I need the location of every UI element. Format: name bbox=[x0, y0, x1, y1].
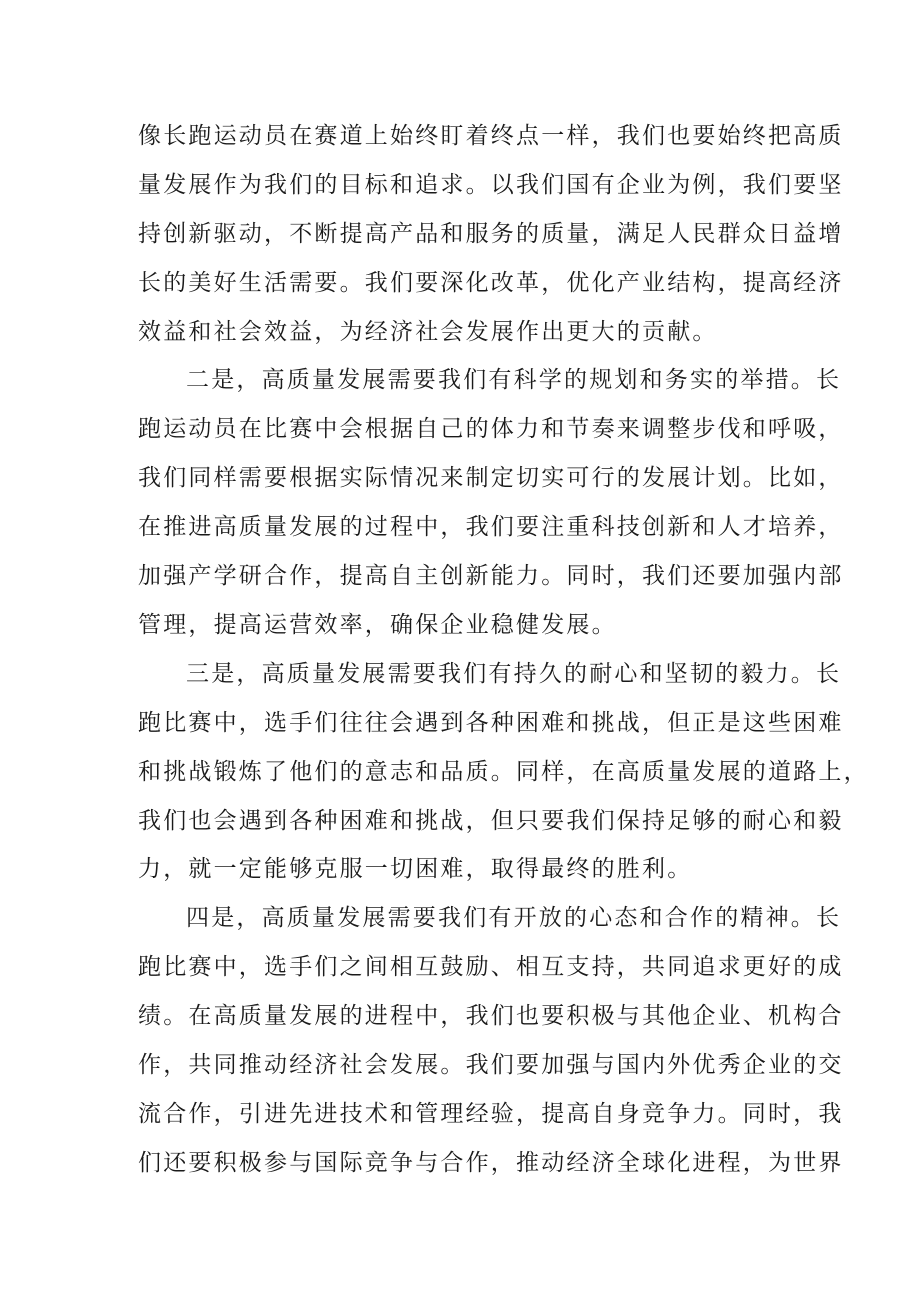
text-line: 和挑战锻炼了他们的意志和品质。同样，在高质量发展的道路上， bbox=[138, 759, 869, 785]
text-line: 加强产学研合作，提高自主创新能力。同时，我们还要加强内部 bbox=[138, 563, 844, 589]
text-line: 持创新驱动，不断提高产品和服务的质量，满足人民群众日益增 bbox=[138, 221, 844, 247]
text-line: 长的美好生活需要。我们要深化改革，优化产业结构，提高经济 bbox=[138, 270, 844, 296]
text-line: 我们同样需要根据实际情况来制定切实可行的发展计划。比如， bbox=[138, 465, 844, 491]
text-line: 跑比赛中，选手们往往会遇到各种困难和挑战，但正是这些困难 bbox=[138, 710, 844, 736]
text-line: 跑比赛中，选手们之间相互鼓励、相互支持，共同追求更好的成 bbox=[138, 954, 844, 980]
text-line: 跑运动员在比赛中会根据自己的体力和节奏来调整步伐和呼吸， bbox=[138, 416, 844, 442]
text-line: 在推进高质量发展的过程中，我们要注重科技创新和人才培养， bbox=[138, 514, 844, 540]
text-line: 流合作，引进先进技术和管理经验，提高自身竞争力。同时，我 bbox=[138, 1101, 844, 1127]
text-line: 量发展作为我们的目标和追求。以我们国有企业为例，我们要坚 bbox=[138, 172, 844, 198]
text-line: 我们也会遇到各种困难和挑战，但只要我们保持足够的耐心和毅 bbox=[138, 808, 844, 834]
text-line: 们还要积极参与国际竞争与合作，推动经济全球化进程，为世界 bbox=[138, 1150, 844, 1176]
text-line: 绩。在高质量发展的进程中，我们也要积极与其他企业、机构合 bbox=[138, 1003, 844, 1029]
text-line: 像长跑运动员在赛道上始终盯着终点一样，我们也要始终把高质 bbox=[138, 123, 844, 149]
paragraph-3-start: 三是，高质量发展需要我们有持久的耐心和坚韧的毅力。长 bbox=[186, 661, 842, 687]
paragraph-2-start: 二是，高质量发展需要我们有科学的规划和务实的举措。长 bbox=[186, 367, 842, 393]
text-line: 管理，提高运营效率，确保企业稳健发展。 bbox=[138, 612, 617, 638]
text-line: 效益和社会效益，为经济社会发展作出更大的贡献。 bbox=[138, 319, 718, 345]
text-line: 作，共同推动经济社会发展。我们要加强与国内外优秀企业的交 bbox=[138, 1052, 844, 1078]
paragraph-4-start: 四是，高质量发展需要我们有开放的心态和合作的精神。长 bbox=[186, 905, 842, 931]
text-line: 力，就一定能够克服一切困难，取得最终的胜利。 bbox=[138, 856, 693, 882]
